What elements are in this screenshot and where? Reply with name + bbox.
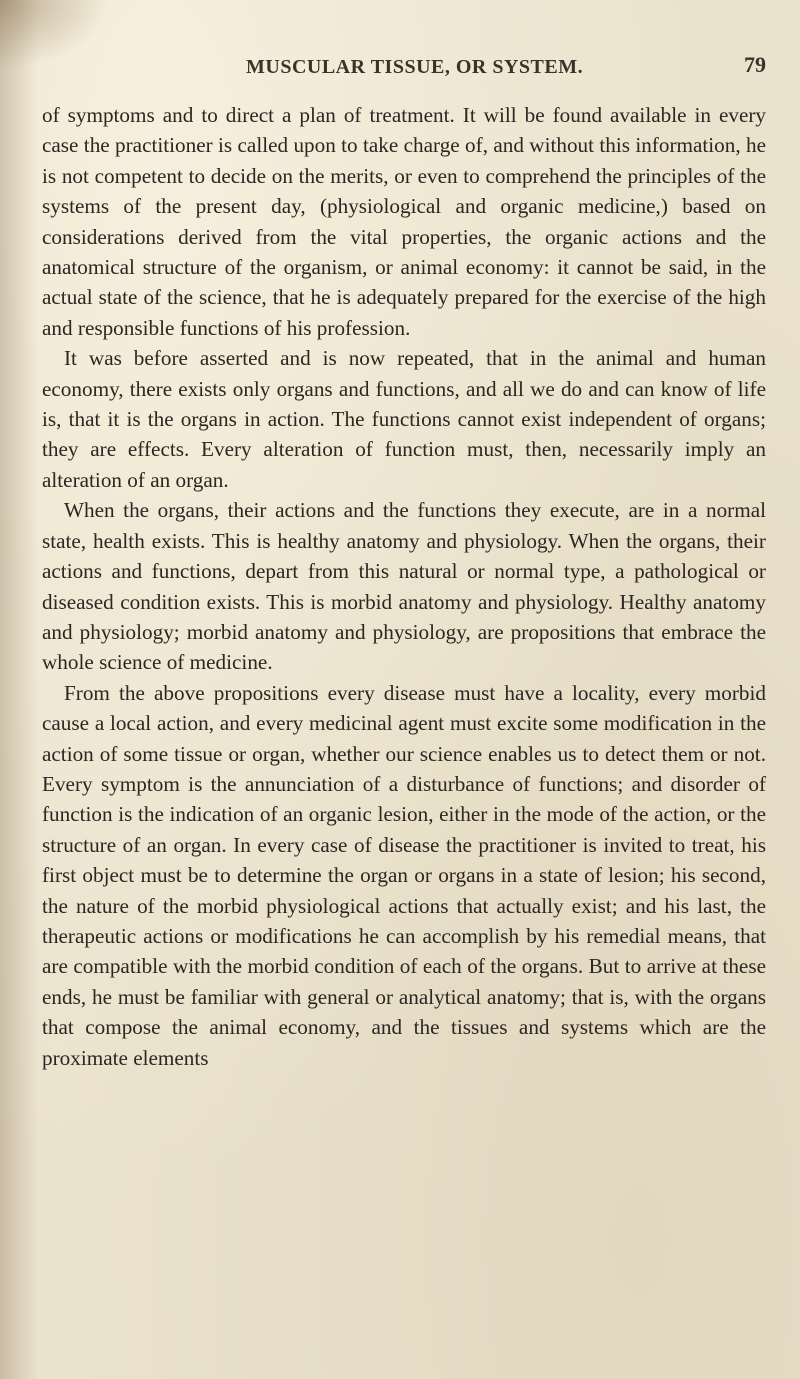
paragraph: From the above propositions every disease must have a locality, every morbid cause a local action, and every medicinal agent must excite some modification in the action of some tissue or organ, whether our science enables us to detect them or not. Every symptom is the annunciation of a disturbance of functions; and disorder of function is the indication of an organic lesion, either in the mode of the action, or the structure of an organ. In every case of disease the practitioner is invited to treat, his first object must be to determine the organ or organs in a state of lesion; his second, the nature of the morbid physiological actions that actually exist; and his last, the therapeutic actions or modifications he can accomplish by his remedial means, that are compatible with the morbid condition of each of the organs. But to arrive at these ends, he must be familiar with general or analytical anatomy; that is, with the organs that compose the animal economy, and the tissues and systems which are the proximate elements — [42, 680, 766, 1070]
paragraph: When the organs, their actions and the functions they execute, are in a normal state, health exists. This is healthy anatomy and physiology. When the organs, their actions and functions, depart from this natural or normal type, a pathological or diseased condition exists. This is morbid anatomy and physiology. Healthy anatomy and physiology; morbid anatomy and physiology, are propositions that embrace the whole science of medicine. — [42, 498, 766, 675]
paragraph: of symptoms and to direct a plan of treatment. It will be found available in every case the practitioner is called upon to take charge of, and without this information, he is not competent to decide on the merits, or even to comprehend the principles of the systems of the present day, (physiological and organic medicine,) based on considerations derived from the vital properties, the organic actions and the anatomical structure of the organism, or animal economy: it cannot be said, in the actual state of the science, that he is adequately prepared for the exercise of the high and responsible functions of his profession. — [42, 103, 766, 340]
corner-stain — [0, 0, 110, 70]
running-head: MUSCULAR TISSUE, OR SYSTEM. — [246, 56, 584, 78]
page-number: 79 — [744, 52, 766, 77]
paragraph: It was before asserted and is now repeated, that in the animal and human economy, there exists only organs and functions, and all we do and can know of life is, that it is the organs in action. The functions cannot exist independent of organs; they are effects. Every alteration of function must, then, necessarily imply an alteration of an organ. — [42, 346, 766, 492]
page-edge-shadow — [0, 0, 38, 1379]
body-text — [42, 100, 766, 1073]
